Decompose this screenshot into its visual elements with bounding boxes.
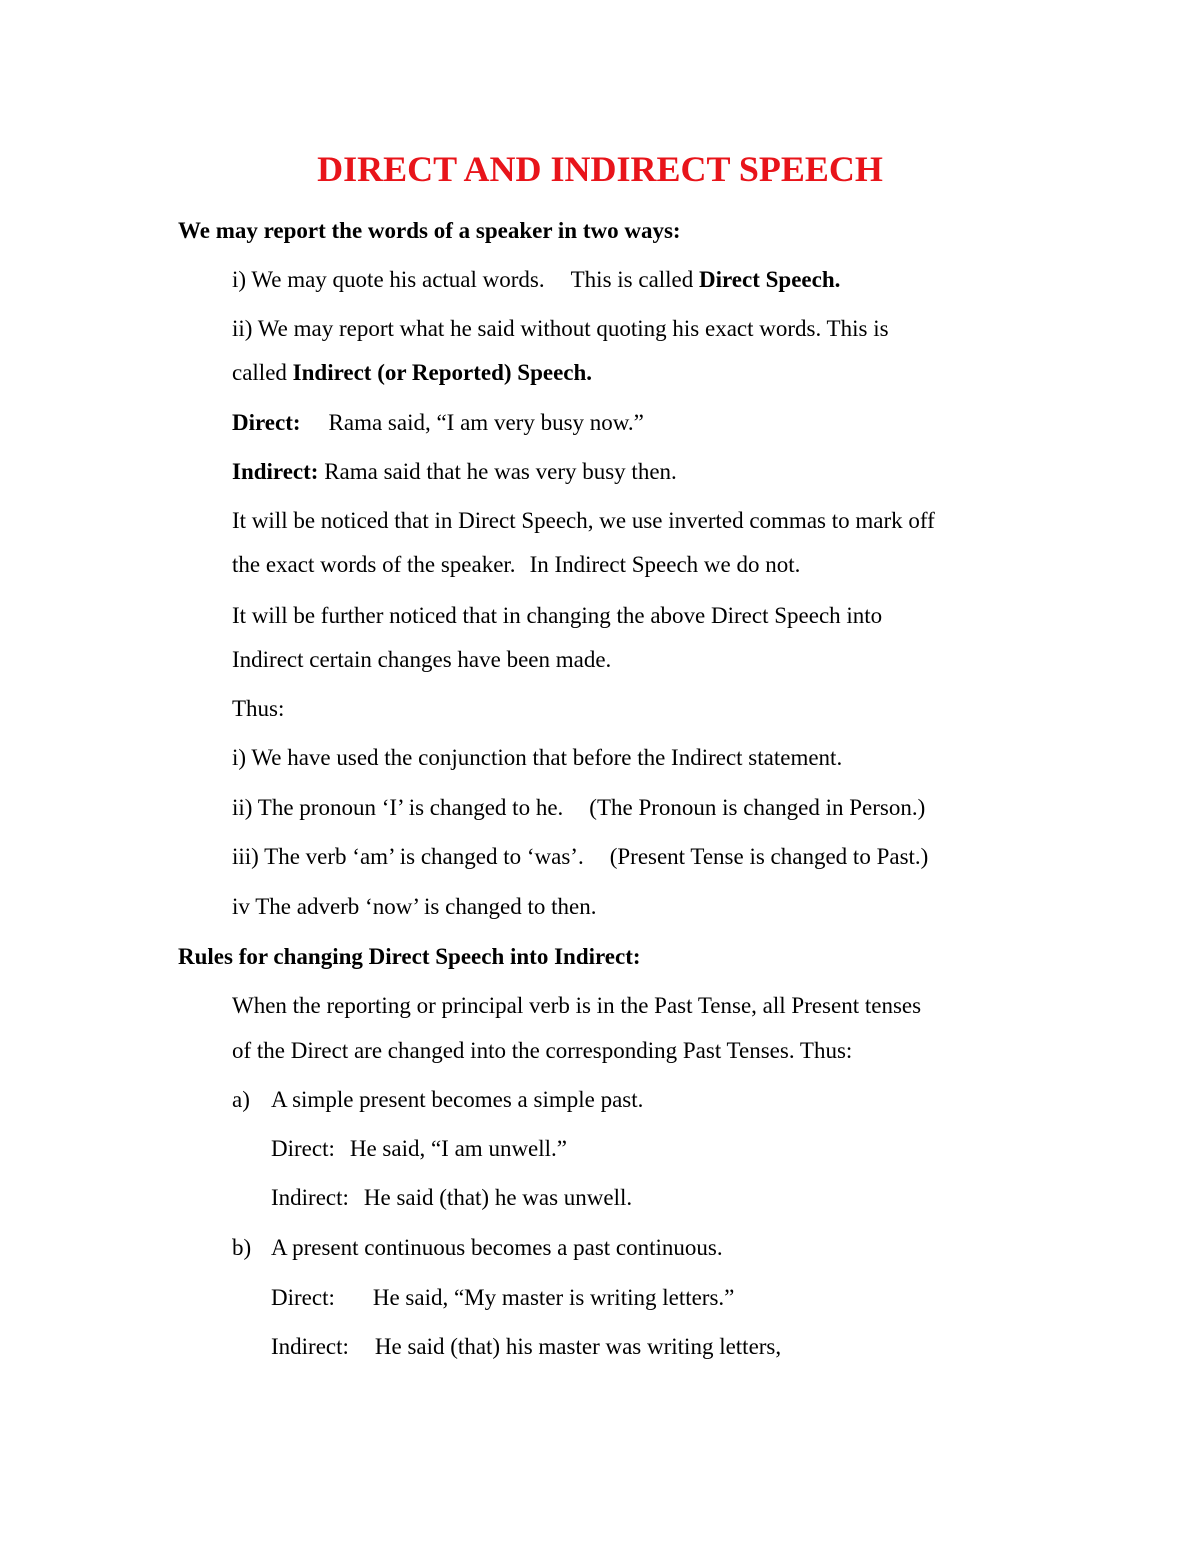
note-p1-line1: It will be noticed that in Direct Speech, we use inverted commas to mark off bbox=[232, 508, 935, 533]
rule-b-label: b) bbox=[232, 1235, 252, 1260]
change-2b: (The Pronoun is changed in Person.) bbox=[589, 795, 926, 820]
way-ii-term: Indirect (or Reported) Speech. bbox=[292, 360, 593, 385]
note-p1-line2 bbox=[232, 553, 800, 576]
rule-b bbox=[232, 1236, 723, 1259]
rule-b-direct-text: He said, “My master is writing letters.” bbox=[372, 1285, 735, 1310]
change-1: i) We have used the conjunction that before the Indirect statement. bbox=[232, 745, 843, 770]
change-2a: ii) The pronoun ‘I’ is changed to he. bbox=[232, 795, 564, 820]
way-ii-prefix: called bbox=[232, 360, 293, 385]
way-ii-line1: ii) We may report what he said without quoting his exact words. This is bbox=[232, 316, 889, 341]
rule-b-indirect bbox=[271, 1335, 781, 1358]
note-p1-line2b: In Indirect Speech we do not. bbox=[529, 552, 801, 577]
change-2 bbox=[232, 796, 925, 819]
rules-heading: Rules for changing Direct Speech into Indirect: bbox=[178, 944, 641, 969]
example-indirect-label: Indirect: bbox=[232, 459, 319, 484]
way-ii-line2 bbox=[232, 361, 592, 384]
rule-b-text: A present continuous becomes a past continuous. bbox=[271, 1235, 723, 1260]
rule-a-indirect-text: He said (that) he was unwell. bbox=[363, 1185, 633, 1210]
rule-a-direct-label: Direct: bbox=[271, 1136, 335, 1161]
rules-para-line2: of the Direct are changed into the corresponding Past Tenses. Thus: bbox=[232, 1038, 853, 1063]
rule-a-label: a) bbox=[232, 1087, 250, 1112]
change-4: iv The adverb ‘now’ is changed to then. bbox=[232, 894, 597, 919]
change-3b: (Present Tense is changed to Past.) bbox=[609, 844, 929, 869]
way-i-term: Direct Speech. bbox=[699, 267, 841, 292]
rule-b-direct bbox=[271, 1286, 734, 1309]
intro-heading: We may report the words of a speaker in two ways: bbox=[178, 218, 681, 243]
note-thus: Thus: bbox=[232, 696, 285, 721]
note-p1-line2a: the exact words of the speaker. bbox=[232, 552, 516, 577]
rule-a-direct-text: He said, “I am unwell.” bbox=[349, 1136, 568, 1161]
rule-a bbox=[232, 1088, 643, 1111]
rule-b-direct-label: Direct: bbox=[271, 1285, 335, 1310]
way-i-suffix: This is called bbox=[570, 267, 700, 292]
note-p2-line1: It will be further noticed that in changing the above Direct Speech into bbox=[232, 603, 883, 628]
example-indirect-text: Rama said that he was very busy then. bbox=[318, 459, 677, 484]
example-direct-label: Direct: bbox=[232, 410, 301, 435]
rule-a-direct bbox=[271, 1137, 567, 1160]
example-direct-text: Rama said, “I am very busy now.” bbox=[328, 410, 644, 435]
note-p2-line2: Indirect certain changes have been made. bbox=[232, 647, 612, 672]
rules-para-line1: When the reporting or principal verb is in the Past Tense, all Present tenses bbox=[232, 993, 922, 1018]
rule-a-indirect-label: Indirect: bbox=[271, 1185, 349, 1210]
example-direct bbox=[232, 411, 644, 434]
example-indirect bbox=[232, 460, 677, 483]
rule-a-indirect bbox=[271, 1186, 632, 1209]
page-title: DIRECT AND INDIRECT SPEECH bbox=[317, 149, 883, 189]
change-3a: iii) The verb ‘am’ is changed to ‘was’. bbox=[232, 844, 584, 869]
way-i bbox=[232, 268, 840, 291]
rule-b-indirect-text: He said (that) his master was writing letters, bbox=[374, 1334, 782, 1359]
way-i-text: i) We may quote his actual words. bbox=[232, 267, 545, 292]
rule-b-indirect-label: Indirect: bbox=[271, 1334, 349, 1359]
rule-a-text: A simple present becomes a simple past. bbox=[271, 1087, 644, 1112]
change-3 bbox=[232, 845, 928, 868]
